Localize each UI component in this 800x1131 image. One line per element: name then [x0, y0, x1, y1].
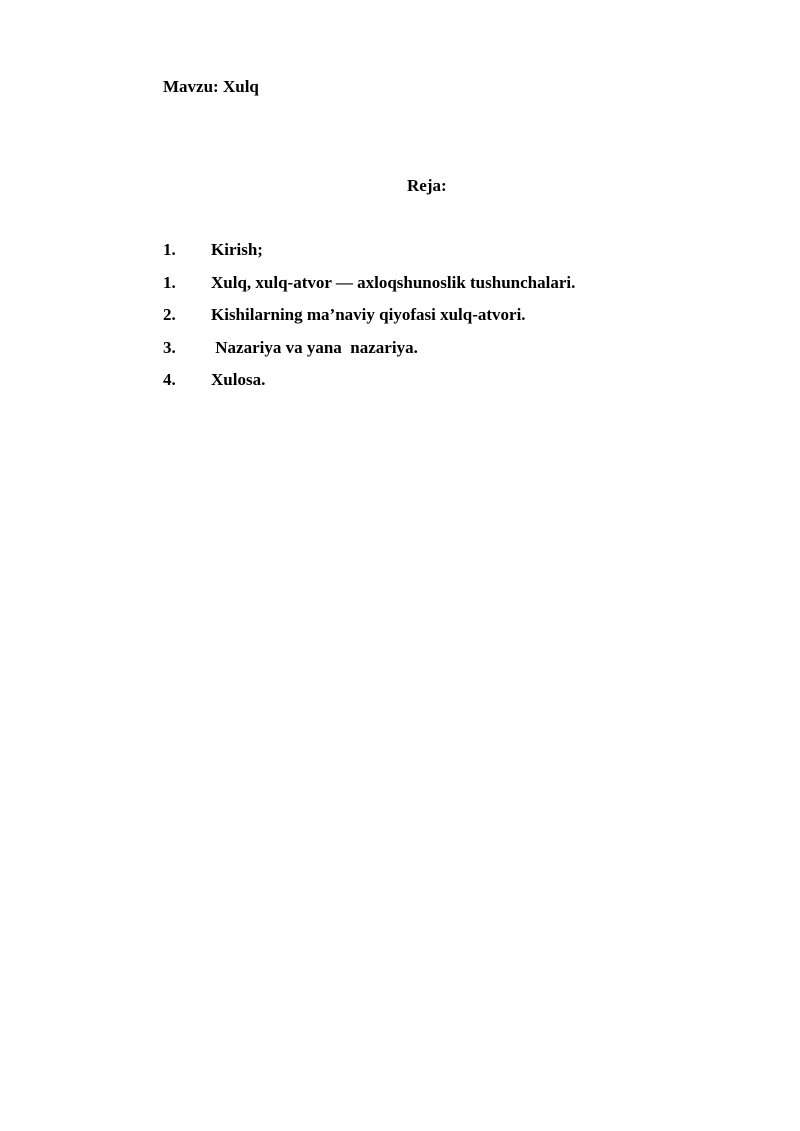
plan-item-text: Kishilarning ma’naviy qiyofasi xulq-atvori.	[211, 305, 526, 324]
plan-item-number: 1.	[163, 272, 176, 292]
plan-item-number: 1.	[163, 240, 176, 259]
plan-item-number: 2.	[163, 305, 176, 324]
plan-item-text: Xulosa.	[211, 370, 266, 389]
topic-heading: Mavzu: Xulq	[163, 77, 259, 96]
plan-item-text: Kirish;	[211, 240, 263, 259]
plan-item-number: 3.	[163, 337, 176, 357]
plan-item-text: Nazariya va yana nazariya.	[211, 337, 418, 357]
plan-item-text: Xulq, xulq-atvor — axloqshunoslik tushunchalari.	[211, 272, 576, 292]
plan-title: Reja:	[407, 176, 447, 195]
plan-item-number: 4.	[163, 370, 176, 389]
